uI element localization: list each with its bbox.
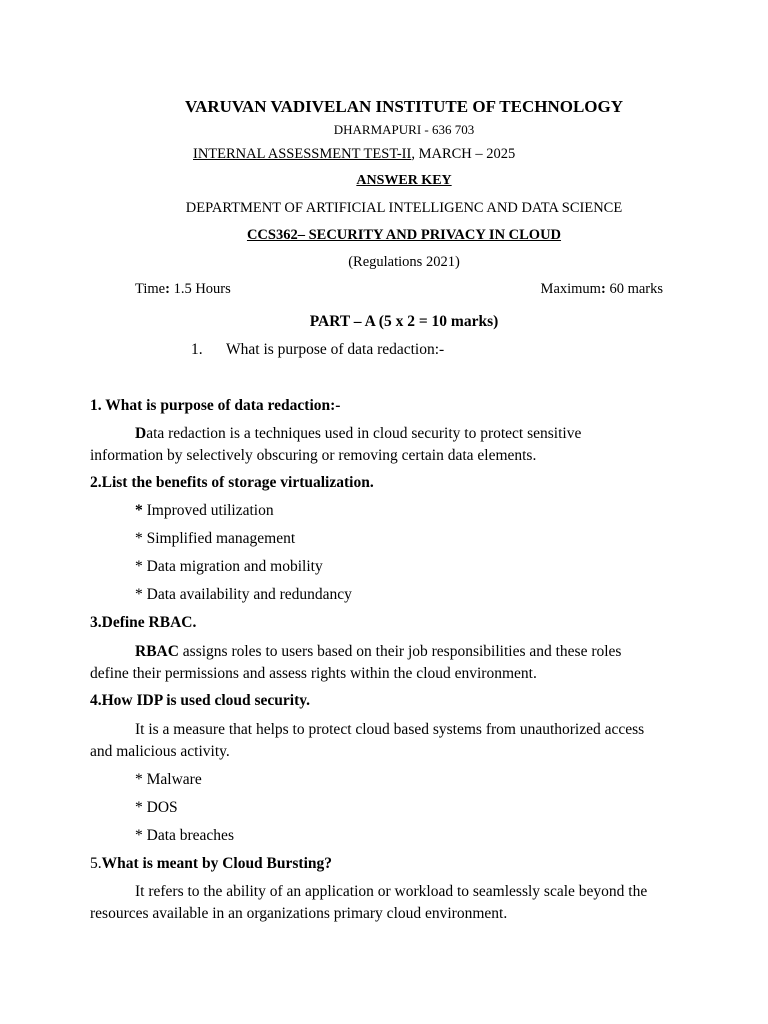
time-colon: : [165,281,170,297]
list-item [135,502,274,520]
toc-number: 1. [191,341,203,358]
max-label: Maximum [540,281,601,297]
time-label: Time [135,281,166,297]
max-marks-info [541,281,663,298]
question-4-title: 4.How IDP is used cloud security. [90,692,311,709]
time-info [135,281,231,298]
drop-letter: D [135,425,147,442]
test-name: INTERNAL ASSESSMENT TEST-II [193,146,412,162]
department-name: DEPARTMENT OF ARTIFICIAL INTELLIGENC AND DATA SCIENCE [185,200,623,216]
list-item: * DOS [135,799,178,816]
regulations: (Regulations 2021) [348,254,460,270]
list-item: * Data migration and mobility [135,558,323,575]
question-4-answer: It is a measure that helps to protect cloud based systems from unauthorized access and malicious activity. [90,721,645,760]
list-item-text: Improved utilization [142,502,274,519]
institute-address: DHARMAPURI - 636 703 [333,122,475,137]
question-5-answer: It refers to the ability of an application or workload to seamlessly scale beyond the resources available in an organizations primary cloud environment. [90,883,648,922]
question-5-number: 5. [90,855,102,872]
institute-title: VARUVAN VADIVELAN INSTITUTE OF TECHNOLOGY [184,97,623,116]
question-2-title: 2.List the benefits of storage virtualization. [90,474,374,491]
test-date: , MARCH – 2025 [411,146,516,162]
question-3-title: 3.Define RBAC. [90,614,197,631]
question-5-title [90,855,332,873]
question-1-answer [90,423,650,467]
part-a-heading: PART – A (5 x 2 = 10 marks) [309,313,499,330]
max-colon: : [600,281,606,297]
list-item: * Simplified management [135,530,296,547]
bullet-star: * [135,502,143,519]
answer-text: ata redaction is a techniques used in cloud security to protect sensitive information by selectively obscuring or removing certain data elements. [90,425,582,464]
list-item: * Data availability and redundancy [135,586,352,603]
answer-key-label: ANSWER KEY [356,173,452,188]
question-3-answer [90,641,650,685]
toc-text: What is purpose of data redaction:- [226,341,445,358]
term-rbac: RBAC [135,643,179,660]
max-value: 60 marks [605,281,663,297]
list-item: * Data breaches [135,827,234,844]
answer-text: assigns roles to users based on their job responsibilities and these roles define their permissions and assess rights within the cloud environment. [90,643,622,682]
course-title: CCS362– SECURITY AND PRIVACY IN CLOUD [246,227,562,243]
time-value: 1.5 Hours [169,281,231,297]
question-5-text: What is meant by Cloud Bursting? [101,855,333,872]
list-item: * Malware [135,771,202,788]
question-1-title: 1. What is purpose of data redaction:- [90,397,341,414]
test-heading [193,146,515,163]
